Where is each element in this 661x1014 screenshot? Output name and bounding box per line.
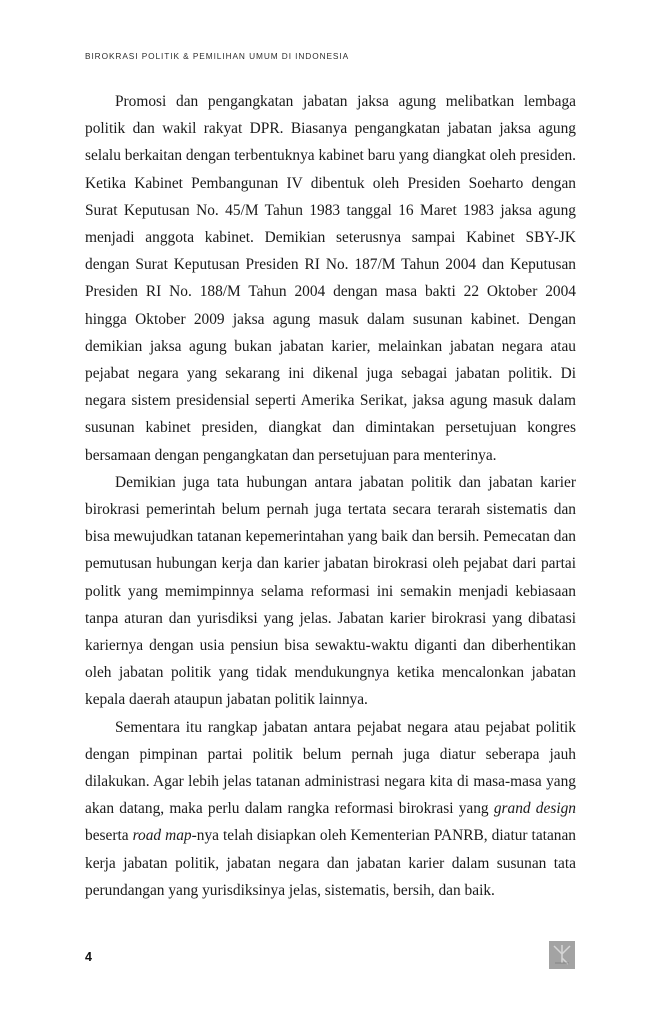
paragraph-1: Promosi dan pengangkatan jabatan jaksa agung melibatkan lembaga politik dan wakil rakyat DPR. Biasanya pengangkatan jabatan jaksa agung selalu berkaitan dengan terbentuknya kabinet baru yang diangkat oleh presiden. Ketika Kabinet Pembangunan IV dibentuk oleh Presiden Soeharto dengan Surat Keputusan No. 45/M Tahun 1983 tanggal 16 Maret 1983 jaksa agung menjadi anggota kabinet. Demikian seterusnya sampai Kabinet SBY-JK dengan Surat Keputusan Presiden RI No. 187/M Tahun 2004 dan Keputusan Presiden RI No. 188/M Tahun 2004 dengan masa bakti 22 Oktober 2004 hingga Oktober 2009 jaksa agung masuk dalam susunan kabinet. Dengan demikian jaksa agung bukan jabatan karier, melainkan jabatan negara atau pejabat negara yang sekarang ini dikenal juga sebagai jabatan politik. Di negara sistem presidensial seperti Amerika Serikat, jaksa agung masuk dalam susunan kabinet presiden, diangkat dan dimintakan persetujuan kongres bersamaan dengan pengangkatan dan persetujuan para menterinya. bbox=[85, 93, 576, 464]
running-header: BIROKRASI POLITIK & PEMILIHAN UMUM DI INDONESIA bbox=[85, 51, 350, 61]
page-number: 4 bbox=[85, 950, 92, 964]
italic-term-grand-design: grand design bbox=[493, 800, 576, 818]
paragraph-2: Demikian juga tata hubungan antara jabatan politik dan jabatan karier birokrasi pemerintah belum pernah juga tertata secara terarah sistematis dan bisa mewujudkan tatanan kepemerintahan yang baik dan bersih. Pemecatan dan pemutusan hubungan kerja dan karier jabatan birokrasi oleh pejabat dari partai politk yang memimpinnya selama reformasi ini semakin menjadi kebiasaan tanpa aturan dan yurisdiksi yang jelas. Jabatan karier birokrasi yang dibatasi kariernya dengan usia pensiun bisa sewaktu-waktu diganti dan diberhentikan oleh jabatan politik yang tidak mendukungnya ketika mencalonkan jabatan kepala daerah ataupun jabatan politik lainnya. bbox=[85, 473, 576, 709]
paragraph-3-middle: beserta bbox=[85, 827, 133, 845]
publisher-colophon-mark bbox=[549, 941, 575, 969]
body-text-block bbox=[85, 88, 576, 904]
paragraph-3-tail: -nya telah disiapkan oleh Kementerian PANRB, diatur tatanan kerja jabatan politik, jabatan negara dan jabatan karier dalam susunan tata perundangan yang yurisdiksinya jelas, sistematis, bersih, dan baik. bbox=[85, 827, 576, 899]
italic-term-road-map: road map bbox=[132, 827, 192, 845]
paragraph-3 bbox=[85, 714, 576, 904]
paragraph-3-lead: Sementara itu rangkap jabatan antara pejabat negara atau pejabat politik dengan pimpinan partai politik belum pernah juga diatur seberapa jauh dilakukan. Agar lebih jelas tatanan administrasi negara kita di masa-masa yang akan datang, maka perlu dalam rangka reformasi birokrasi yang bbox=[85, 718, 576, 818]
colophon-glyph-icon bbox=[549, 941, 575, 969]
